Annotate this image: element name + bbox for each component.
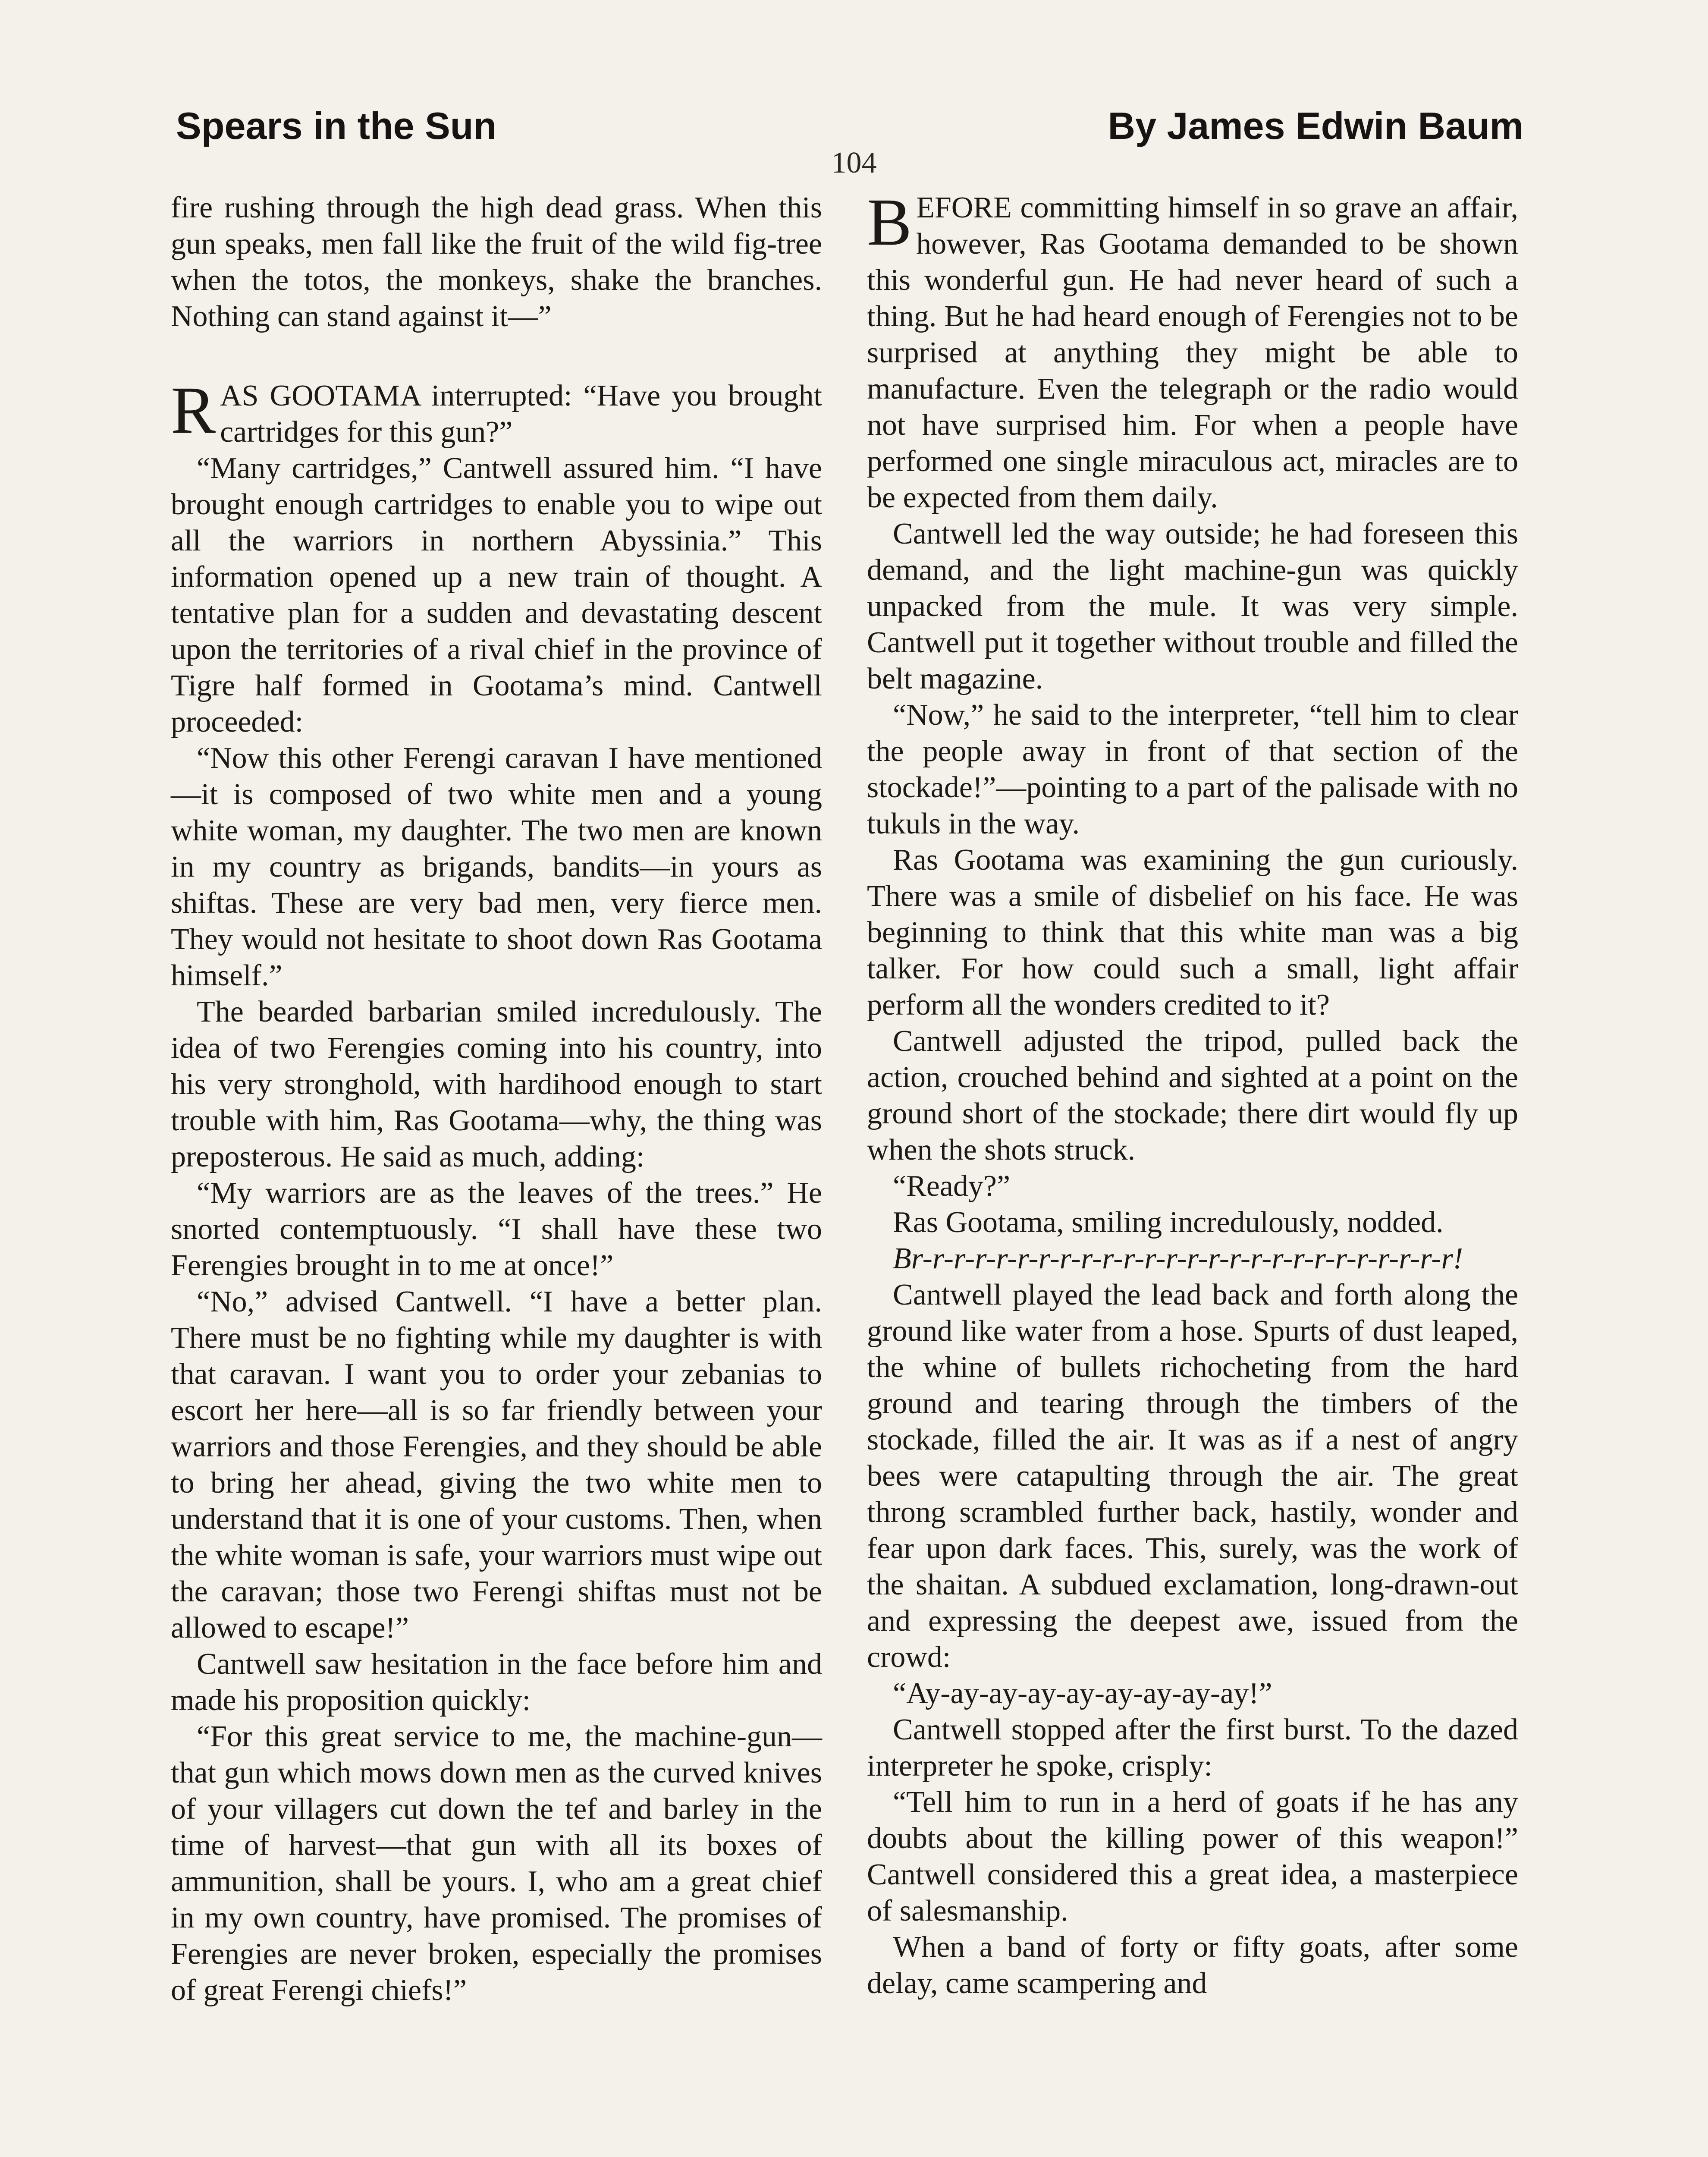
paragraph: Ras Gootama, smiling incredulously, nodded.	[893, 1206, 1444, 1239]
paragraph: “Many cartridges,” Cantwell assured him. “I have brought enough cartridges to enable you to wipe out all the warriors in northern Abyssinia.” This information opened up a new train of thought. A tentative plan for a sudden and devastating descent upon the territories of a rival chief in the province of Tigre half formed in Gootama’s mind. Cantwell proceeded:	[171, 452, 822, 739]
paragraph-text: EFORE committing himself in so grave an affair, however, Ras Gootama demanded to be shown this wonderful gun. He had never heard of such a thing. But he had heard enough of Ferengies not to be surprised at anything they might be able to manufacture. Even the telegraph or the radio would not have surprised him. For when a people have performed one single miraculous act, miracles are to be expected from them daily.	[867, 191, 1518, 514]
paragraph-with-drop-cap	[867, 185, 1518, 516]
story-title: Spears in the Sun	[176, 104, 497, 147]
paragraph: Cantwell saw hesitation in the face before him and made his proposition quickly:	[171, 1648, 822, 1717]
paragraph: “Now,” he said to the interpreter, “tell him to clear the people away in front of that section of the stockade!”—pointing to a part of the palisade with no tukuls in the way.	[867, 698, 1518, 840]
paragraph: “Now this other Ferengi caravan I have mentioned—it is composed of two white men and a young white woman, my daughter. The two men are known in my country as brigands, bandits—in yours as shiftas. These are very bad men, very fierce men. They would not hesitate to shoot down Ras Gootama himself.”	[171, 742, 822, 992]
paragraph: “No,” advised Cantwell. “I have a better plan. There must be no fighting while my daughter is with that caravan. I want you to order your zebanias to escort her here—all is so far friendly between your warriors and those Ferengies, and they should be able to bring her ahead, giving the two white men to understand that it is one of your customs. Then, when the white woman is safe, your warriors must wipe out the caravan; those two Ferengi shiftas must not be allowed to escape!”	[171, 1285, 822, 1644]
paragraph: “Ay-ay-ay-ay-ay-ay-ay-ay-ay!”	[893, 1677, 1272, 1710]
paragraph-text: AS GOOTAMA interrupted: “Have you brought cartridges for this gun?”	[220, 379, 822, 449]
drop-cap: B	[867, 185, 912, 259]
running-header	[176, 100, 1523, 152]
paragraph: The bearded barbarian smiled incredulously. The idea of two Ferengies coming into his country, into his very stronghold, with hardihood enough to start trouble with him, Ras Gootama—why, the thing was preposterous. He said as much, adding:	[171, 995, 822, 1173]
paragraph: fire rushing through the high dead grass. When this gun speaks, men fall like the fruit of the wild fig-tree when the totos, the monkeys, shake the branches. Nothing can stand against it—”	[171, 191, 822, 333]
paragraph: “For this great service to me, the machine-gun—that gun which mows down men as the curved knives of your villagers cut down the tef and barley in the time of harvest—that gun with all its boxes of ammunition, shall be yours. I, who am a great chief in my own country, have promised. The promises of Ferengies are never broken, especially the promises of great Ferengi chiefs!”	[171, 1720, 822, 2007]
paragraph: Cantwell stopped after the first burst. To the dazed interpreter he spoke, crisply:	[867, 1713, 1518, 1783]
paragraph: Cantwell led the way outside; he had foreseen this demand, and the light machine-gun was quickly unpacked from the mule. It was very simple. Cantwell put it together without trouble and filled the belt magazine.	[867, 517, 1518, 695]
drop-cap: R	[171, 373, 216, 447]
paragraph: Cantwell adjusted the tripod, pulled back the action, crouched behind and sighted at a point on the ground short of the stockade; there dirt would fly up when the shots struck.	[867, 1025, 1518, 1167]
left-column	[171, 190, 822, 2009]
paragraph: Ras Gootama was examining the gun curiously. There was a smile of disbelief on his face. He was beginning to think that this white man was a big talker. For how could such a small, light affair perform all the wonders credited to it?	[867, 843, 1518, 1022]
right-column	[867, 185, 1518, 2002]
paragraph-sound-effect: Br-r-r-r-r-r-r-r-r-r-r-r-r-r-r-r-r-r-r-r-r-r-r-r-r-r!	[893, 1242, 1463, 1275]
page-number: 104	[831, 146, 877, 179]
paragraph: “Ready?”	[893, 1170, 1011, 1203]
author-byline: By James Edwin Baum	[1108, 104, 1523, 147]
paragraph: When a band of forty or fifty goats, after some delay, came scampering and	[867, 1931, 1518, 2000]
paragraph-with-drop-cap	[171, 373, 822, 450]
paragraph: “My warriors are as the leaves of the trees.” He snorted contemptuously. “I shall have these two Ferengies brought in to me at once!”	[171, 1176, 822, 1282]
paragraph: Cantwell played the lead back and forth along the ground like water from a hose. Spurts of dust leaped, the whine of bullets richocheting from the hard ground and tearing through the timbers of the stockade, filled the air. It was as if a nest of angry bees were catapulting through the air. The great throng scrambled further back, hastily, wonder and fear upon dark faces. This, surely, was the work of the shaitan. A subdued exclamation, long-drawn-out and expressing the deepest awe, issued from the crowd:	[867, 1278, 1518, 1674]
paragraph: “Tell him to run in a herd of goats if he has any doubts about the killing power of this weapon!” Cantwell considered this a great idea, a masterpiece of salesmanship.	[867, 1786, 1518, 1927]
